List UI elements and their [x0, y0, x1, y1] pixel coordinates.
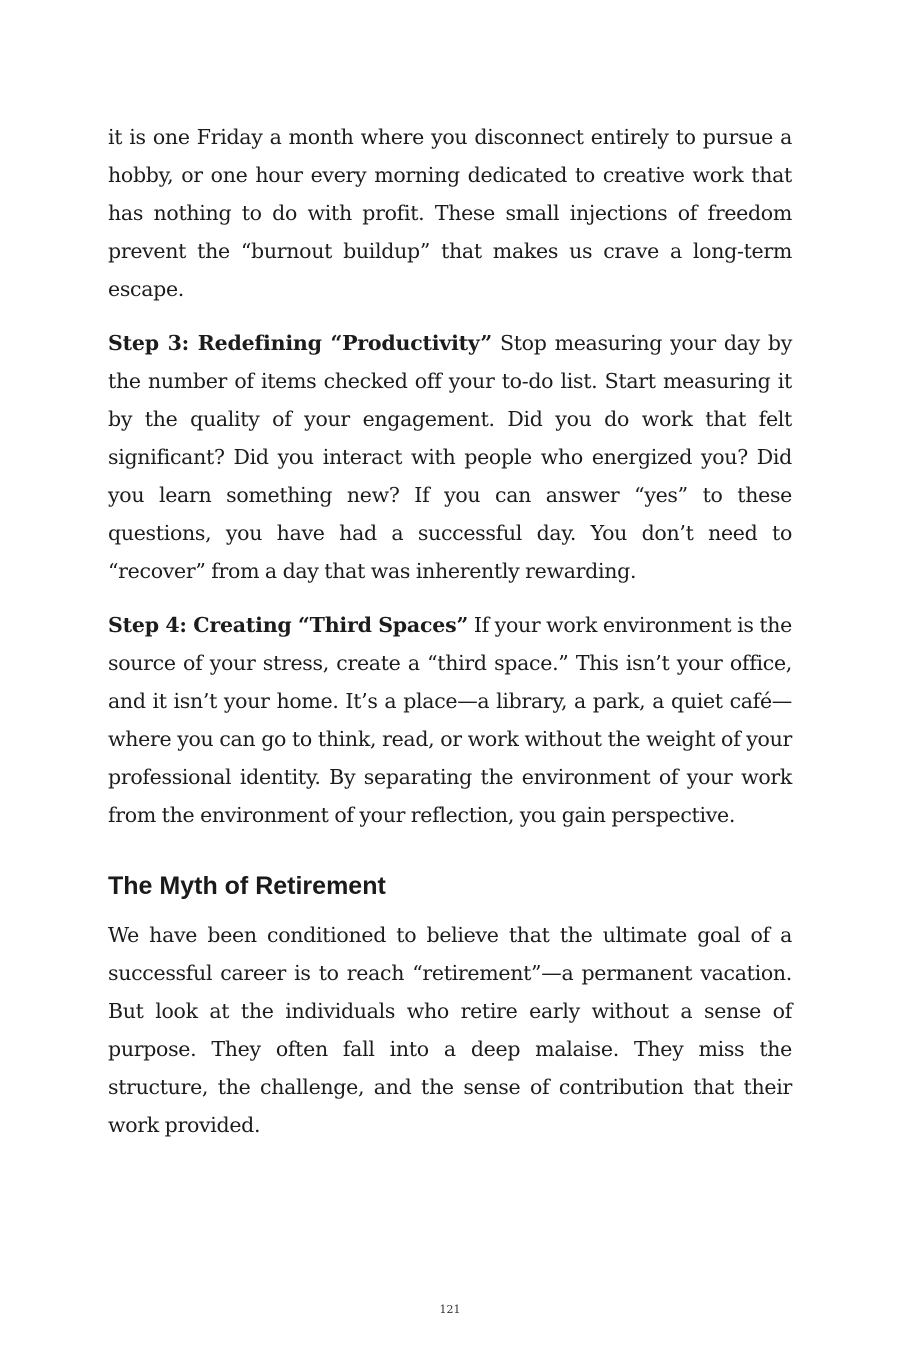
step-4-heading: Step 4: Creating “Third Spaces”: [108, 613, 469, 637]
page-body: [108, 118, 792, 1144]
section-heading: The Myth of Retirement: [108, 872, 386, 900]
paragraph-text: it is one Friday a month where you disconnect entirely to pursue a hobby, or one hour every morning dedicated to creative work that has nothing to do with profit. These small injections of freedom prevent the “burnout buildup” that makes us crave a long-term escape.: [108, 125, 792, 301]
page-number: 121: [439, 1303, 461, 1316]
paragraph-text: If your work environment is the source of your stress, create a “third space.” This isn’t your office, and it isn’t your home. It’s a place—a library, a park, a quiet café—where you can go to think, read, or work without the weight of your professional identity. By separating the environment of your work from the environment of your reflection, you gain perspective.: [108, 613, 793, 827]
paragraph-step-4: [108, 606, 792, 834]
paragraph-text: Stop measuring your day by the number of items checked off your to-do list. Start measuring it by the quality of your engagement. Did you do work that felt significant? Did you interact with people who energized you? Did you learn something new? If you can answer “yes” to these questions, you have had a successful day. You don’t need to “recover” from a day that was inherently rewarding.: [108, 331, 792, 583]
step-3-heading: Step 3: Redefining “Productivity”: [108, 331, 492, 355]
paragraph-text: We have been conditioned to believe that the ultimate goal of a successful career is to reach “retirement”—a permanent vacation. But look at the individuals who retire early without a sense of purpose. They often fall into a deep malaise. They miss the structure, the challenge, and the sense of contribution that their work provided.: [108, 923, 792, 1137]
paragraph-hobby-freedom: [108, 118, 792, 308]
paragraph-retirement: [108, 916, 792, 1144]
paragraph-step-3: [108, 324, 792, 590]
